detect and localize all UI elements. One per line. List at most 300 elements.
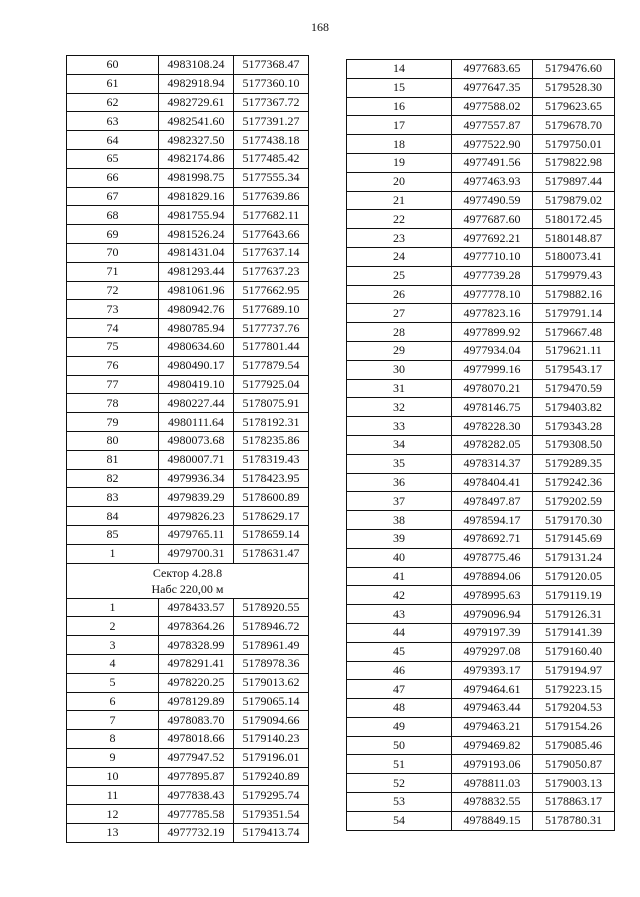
y-coordinate-cell: 5178075.91 [234, 394, 309, 413]
table-row [67, 598, 309, 617]
table-row [67, 337, 309, 356]
y-coordinate-cell: 5178600.89 [234, 488, 309, 507]
point-number-cell: 24 [347, 247, 452, 266]
y-coordinate-cell: 5179750.01 [533, 135, 615, 154]
y-coordinate-cell: 5179308.50 [533, 435, 615, 454]
y-coordinate-cell: 5180172.45 [533, 210, 615, 229]
table-row [347, 774, 615, 793]
y-coordinate-cell: 5177438.18 [234, 131, 309, 150]
point-number-cell: 83 [67, 488, 159, 507]
point-number-cell: 4 [67, 654, 159, 673]
y-coordinate-cell: 5179003.13 [533, 774, 615, 793]
x-coordinate-cell: 4977687.60 [452, 210, 533, 229]
table-row [67, 93, 309, 112]
y-coordinate-cell: 5177637.14 [234, 243, 309, 262]
table-row [347, 247, 615, 266]
point-number-cell: 23 [347, 229, 452, 248]
point-number-cell: 16 [347, 97, 452, 116]
y-coordinate-cell: 5178631.47 [234, 544, 309, 563]
x-coordinate-cell: 4980785.94 [159, 319, 234, 338]
x-coordinate-cell: 4979469.82 [452, 736, 533, 755]
x-coordinate-cell: 4978146.75 [452, 398, 533, 417]
table-row [347, 793, 615, 812]
x-coordinate-cell: 4977732.19 [159, 824, 234, 843]
point-number-cell: 68 [67, 206, 159, 225]
table-row [347, 661, 615, 680]
table-row [67, 131, 309, 150]
table-row [347, 60, 615, 79]
y-coordinate-cell: 5179094.66 [234, 711, 309, 730]
point-number-cell: 40 [347, 548, 452, 567]
point-number-cell: 49 [347, 717, 452, 736]
x-coordinate-cell: 4977491.56 [452, 153, 533, 172]
x-coordinate-cell: 4978070.21 [452, 379, 533, 398]
y-coordinate-cell: 5179667.48 [533, 323, 615, 342]
x-coordinate-cell: 4977522.90 [452, 135, 533, 154]
point-number-cell: 73 [67, 300, 159, 319]
table-row [67, 711, 309, 730]
x-coordinate-cell: 4979393.17 [452, 661, 533, 680]
point-number-cell: 29 [347, 341, 452, 360]
x-coordinate-cell: 4977778.10 [452, 285, 533, 304]
x-coordinate-cell: 4982918.94 [159, 74, 234, 93]
x-coordinate-cell: 4977785.58 [159, 805, 234, 824]
table-row [67, 281, 309, 300]
y-coordinate-cell: 5179013.62 [234, 673, 309, 692]
point-number-cell: 52 [347, 774, 452, 793]
point-number-cell: 77 [67, 375, 159, 394]
point-number-cell: 72 [67, 281, 159, 300]
x-coordinate-cell: 4981755.94 [159, 206, 234, 225]
y-coordinate-cell: 5178946.72 [234, 617, 309, 636]
x-coordinate-cell: 4977683.65 [452, 60, 533, 79]
y-coordinate-cell: 5179170.30 [533, 511, 615, 530]
x-coordinate-cell: 4978018.66 [159, 730, 234, 749]
y-coordinate-cell: 5179879.02 [533, 191, 615, 210]
y-coordinate-cell: 5177662.95 [234, 281, 309, 300]
table-row [67, 805, 309, 824]
table-row [67, 375, 309, 394]
table-row [67, 469, 309, 488]
table-row [347, 435, 615, 454]
section-subtitle: Набс 220,00 м [151, 581, 224, 596]
x-coordinate-cell: 4981293.44 [159, 262, 234, 281]
x-coordinate-cell: 4977947.52 [159, 748, 234, 767]
x-coordinate-cell: 4979839.29 [159, 488, 234, 507]
point-number-cell: 20 [347, 172, 452, 191]
y-coordinate-cell: 5177555.34 [234, 168, 309, 187]
table-row [67, 394, 309, 413]
point-number-cell: 45 [347, 642, 452, 661]
y-coordinate-cell: 5179403.82 [533, 398, 615, 417]
y-coordinate-cell: 5178192.31 [234, 413, 309, 432]
table-row [347, 473, 615, 492]
x-coordinate-cell: 4982327.50 [159, 131, 234, 150]
y-coordinate-cell: 5180148.87 [533, 229, 615, 248]
point-number-cell: 78 [67, 394, 159, 413]
point-number-cell: 53 [347, 793, 452, 812]
y-coordinate-cell: 5177925.04 [234, 375, 309, 394]
x-coordinate-cell: 4979096.94 [452, 605, 533, 624]
point-number-cell: 43 [347, 605, 452, 624]
y-coordinate-cell: 5177391.27 [234, 112, 309, 131]
point-number-cell: 10 [67, 767, 159, 786]
x-coordinate-cell: 4980419.10 [159, 375, 234, 394]
y-coordinate-cell: 5179050.87 [533, 755, 615, 774]
point-number-cell: 44 [347, 623, 452, 642]
table-row [67, 413, 309, 432]
y-coordinate-cell: 5179242.36 [533, 473, 615, 492]
x-coordinate-cell: 4978594.17 [452, 511, 533, 530]
y-coordinate-cell: 5179240.89 [234, 767, 309, 786]
table-row [347, 736, 615, 755]
x-coordinate-cell: 4978282.05 [452, 435, 533, 454]
y-coordinate-cell: 5178235.86 [234, 431, 309, 450]
table-row [67, 673, 309, 692]
point-number-cell: 76 [67, 356, 159, 375]
point-number-cell: 36 [347, 473, 452, 492]
x-coordinate-cell: 4978849.15 [452, 811, 533, 830]
y-coordinate-cell: 5178863.17 [533, 793, 615, 812]
y-coordinate-cell: 5179413.74 [234, 824, 309, 843]
y-coordinate-cell: 5179119.19 [533, 586, 615, 605]
table-row [67, 262, 309, 281]
x-coordinate-cell: 4978832.55 [452, 793, 533, 812]
y-coordinate-cell: 5177643.66 [234, 225, 309, 244]
point-number-cell: 71 [67, 262, 159, 281]
point-number-cell: 22 [347, 210, 452, 229]
table-row [67, 356, 309, 375]
table-row [347, 567, 615, 586]
table-row [67, 544, 309, 563]
right-table-body [347, 60, 615, 831]
y-coordinate-cell: 5179223.15 [533, 680, 615, 699]
x-coordinate-cell: 4979826.23 [159, 507, 234, 526]
x-coordinate-cell: 4977588.02 [452, 97, 533, 116]
x-coordinate-cell: 4977739.28 [452, 266, 533, 285]
table-row [347, 341, 615, 360]
x-coordinate-cell: 4978692.71 [452, 529, 533, 548]
y-coordinate-cell: 5179623.65 [533, 97, 615, 116]
point-number-cell: 35 [347, 454, 452, 473]
x-coordinate-cell: 4980073.68 [159, 431, 234, 450]
table-row [347, 210, 615, 229]
table-row [347, 135, 615, 154]
x-coordinate-cell: 4977692.21 [452, 229, 533, 248]
table-row [347, 172, 615, 191]
point-number-cell: 27 [347, 304, 452, 323]
x-coordinate-cell: 4977899.92 [452, 323, 533, 342]
point-number-cell: 80 [67, 431, 159, 450]
y-coordinate-cell: 5179141.39 [533, 623, 615, 642]
x-coordinate-cell: 4979700.31 [159, 544, 234, 563]
y-coordinate-cell: 5179145.69 [533, 529, 615, 548]
point-number-cell: 7 [67, 711, 159, 730]
table-row [347, 285, 615, 304]
y-coordinate-cell: 5179351.54 [234, 805, 309, 824]
table-row [347, 304, 615, 323]
y-coordinate-cell: 5177360.10 [234, 74, 309, 93]
point-number-cell: 3 [67, 636, 159, 655]
y-coordinate-cell: 5179543.17 [533, 360, 615, 379]
y-coordinate-cell: 5179196.01 [234, 748, 309, 767]
table-row [67, 767, 309, 786]
table-row [347, 266, 615, 285]
point-number-cell: 67 [67, 187, 159, 206]
point-number-cell: 51 [347, 755, 452, 774]
point-number-cell: 63 [67, 112, 159, 131]
point-number-cell: 17 [347, 116, 452, 135]
y-coordinate-cell: 5179476.60 [533, 60, 615, 79]
x-coordinate-cell: 4978328.99 [159, 636, 234, 655]
point-number-cell: 84 [67, 507, 159, 526]
y-coordinate-cell: 5177879.54 [234, 356, 309, 375]
x-coordinate-cell: 4978314.37 [452, 454, 533, 473]
y-coordinate-cell: 5178961.49 [234, 636, 309, 655]
table-row [347, 398, 615, 417]
x-coordinate-cell: 4977710.10 [452, 247, 533, 266]
point-number-cell: 65 [67, 149, 159, 168]
point-number-cell: 13 [67, 824, 159, 843]
x-coordinate-cell: 4978129.89 [159, 692, 234, 711]
y-coordinate-cell: 5179678.70 [533, 116, 615, 135]
y-coordinate-cell: 5178659.14 [234, 525, 309, 544]
x-coordinate-cell: 4978433.57 [159, 598, 234, 617]
y-coordinate-cell: 5179897.44 [533, 172, 615, 191]
point-number-cell: 64 [67, 131, 159, 150]
table-row [67, 74, 309, 93]
table-row [67, 488, 309, 507]
table-row [347, 548, 615, 567]
x-coordinate-cell: 4982174.86 [159, 149, 234, 168]
x-coordinate-cell: 4982541.60 [159, 112, 234, 131]
x-coordinate-cell: 4978364.26 [159, 617, 234, 636]
table-row [347, 529, 615, 548]
point-number-cell: 34 [347, 435, 452, 454]
y-coordinate-cell: 5178780.31 [533, 811, 615, 830]
x-coordinate-cell: 4980007.71 [159, 450, 234, 469]
table-row [67, 319, 309, 338]
table-row [67, 56, 309, 75]
x-coordinate-cell: 4978775.46 [452, 548, 533, 567]
point-number-cell: 28 [347, 323, 452, 342]
point-number-cell: 69 [67, 225, 159, 244]
y-coordinate-cell: 5179295.74 [234, 786, 309, 805]
table-row [347, 417, 615, 436]
point-number-cell: 21 [347, 191, 452, 210]
y-coordinate-cell: 5177485.42 [234, 149, 309, 168]
point-number-cell: 19 [347, 153, 452, 172]
point-number-cell: 14 [347, 60, 452, 79]
x-coordinate-cell: 4977823.16 [452, 304, 533, 323]
table-row [67, 187, 309, 206]
point-number-cell: 9 [67, 748, 159, 767]
y-coordinate-cell: 5179791.14 [533, 304, 615, 323]
point-number-cell: 50 [347, 736, 452, 755]
x-coordinate-cell: 4978291.41 [159, 654, 234, 673]
table-row [67, 730, 309, 749]
point-number-cell: 32 [347, 398, 452, 417]
point-number-cell: 6 [67, 692, 159, 711]
x-coordinate-cell: 4978811.03 [452, 774, 533, 793]
table-row [67, 786, 309, 805]
table-row [67, 824, 309, 843]
x-coordinate-cell: 4978083.70 [159, 711, 234, 730]
point-number-cell: 38 [347, 511, 452, 530]
x-coordinate-cell: 4979936.34 [159, 469, 234, 488]
y-coordinate-cell: 5178978.36 [234, 654, 309, 673]
table-row [347, 116, 615, 135]
table-row [67, 507, 309, 526]
point-number-cell: 31 [347, 379, 452, 398]
y-coordinate-cell: 5177637.23 [234, 262, 309, 281]
y-coordinate-cell: 5179131.24 [533, 548, 615, 567]
y-coordinate-cell: 5179621.11 [533, 341, 615, 360]
x-coordinate-cell: 4979463.44 [452, 699, 533, 718]
y-coordinate-cell: 5178319.43 [234, 450, 309, 469]
x-coordinate-cell: 4980227.44 [159, 394, 234, 413]
point-number-cell: 47 [347, 680, 452, 699]
table-row [347, 623, 615, 642]
y-coordinate-cell: 5178920.55 [234, 598, 309, 617]
table-row [347, 454, 615, 473]
x-coordinate-cell: 4978995.63 [452, 586, 533, 605]
table-row [347, 680, 615, 699]
y-coordinate-cell: 5177367.72 [234, 93, 309, 112]
x-coordinate-cell: 4980490.17 [159, 356, 234, 375]
table-row [347, 511, 615, 530]
table-row [347, 605, 615, 624]
x-coordinate-cell: 4979463.21 [452, 717, 533, 736]
x-coordinate-cell: 4978497.87 [452, 492, 533, 511]
y-coordinate-cell: 5177689.10 [234, 300, 309, 319]
point-number-cell: 60 [67, 56, 159, 75]
table-row [67, 525, 309, 544]
x-coordinate-cell: 4981829.16 [159, 187, 234, 206]
y-coordinate-cell: 5179204.53 [533, 699, 615, 718]
x-coordinate-cell: 4981526.24 [159, 225, 234, 244]
y-coordinate-cell: 5177368.47 [234, 56, 309, 75]
y-coordinate-cell: 5178629.17 [234, 507, 309, 526]
x-coordinate-cell: 4977838.43 [159, 786, 234, 805]
table-row [67, 300, 309, 319]
section-header-row [67, 563, 309, 598]
point-number-cell: 5 [67, 673, 159, 692]
table-row [347, 811, 615, 830]
y-coordinate-cell: 5179470.59 [533, 379, 615, 398]
table-row [347, 229, 615, 248]
point-number-cell: 12 [67, 805, 159, 824]
y-coordinate-cell: 5179528.30 [533, 78, 615, 97]
point-number-cell: 18 [347, 135, 452, 154]
y-coordinate-cell: 5179085.46 [533, 736, 615, 755]
point-number-cell: 2 [67, 617, 159, 636]
y-coordinate-cell: 5179202.59 [533, 492, 615, 511]
x-coordinate-cell: 4979193.06 [452, 755, 533, 774]
point-number-cell: 1 [67, 598, 159, 617]
x-coordinate-cell: 4981998.75 [159, 168, 234, 187]
y-coordinate-cell: 5179194.97 [533, 661, 615, 680]
table-row [347, 323, 615, 342]
x-coordinate-cell: 4980942.76 [159, 300, 234, 319]
y-coordinate-cell: 5179882.16 [533, 285, 615, 304]
y-coordinate-cell: 5179822.98 [533, 153, 615, 172]
point-number-cell: 61 [67, 74, 159, 93]
y-coordinate-cell: 5179979.43 [533, 266, 615, 285]
y-coordinate-cell: 5177682.11 [234, 206, 309, 225]
point-number-cell: 62 [67, 93, 159, 112]
table-row [67, 206, 309, 225]
table-row [347, 586, 615, 605]
x-coordinate-cell: 4979464.61 [452, 680, 533, 699]
table-row [347, 642, 615, 661]
point-number-cell: 37 [347, 492, 452, 511]
y-coordinate-cell: 5179343.28 [533, 417, 615, 436]
x-coordinate-cell: 4978894.06 [452, 567, 533, 586]
x-coordinate-cell: 4983108.24 [159, 56, 234, 75]
point-number-cell: 81 [67, 450, 159, 469]
table-row [347, 492, 615, 511]
x-coordinate-cell: 4979197.39 [452, 623, 533, 642]
point-number-cell: 26 [347, 285, 452, 304]
table-row [67, 748, 309, 767]
x-coordinate-cell: 4981061.96 [159, 281, 234, 300]
table-row [347, 360, 615, 379]
y-coordinate-cell: 5179120.05 [533, 567, 615, 586]
y-coordinate-cell: 5179065.14 [234, 692, 309, 711]
y-coordinate-cell: 5179160.40 [533, 642, 615, 661]
x-coordinate-cell: 4978228.30 [452, 417, 533, 436]
table-row [67, 112, 309, 131]
y-coordinate-cell: 5177801.44 [234, 337, 309, 356]
point-number-cell: 75 [67, 337, 159, 356]
x-coordinate-cell: 4978404.41 [452, 473, 533, 492]
table-row [67, 431, 309, 450]
table-row [67, 243, 309, 262]
table-row [347, 78, 615, 97]
table-row [67, 225, 309, 244]
x-coordinate-cell: 4977647.35 [452, 78, 533, 97]
point-number-cell: 33 [347, 417, 452, 436]
section-header-cell [67, 563, 309, 598]
y-coordinate-cell: 5179126.31 [533, 605, 615, 624]
point-number-cell: 39 [347, 529, 452, 548]
point-number-cell: 79 [67, 413, 159, 432]
point-number-cell: 41 [347, 567, 452, 586]
table-row [347, 379, 615, 398]
table-row [67, 149, 309, 168]
point-number-cell: 1 [67, 544, 159, 563]
left-table-body [67, 56, 309, 843]
table-row [347, 191, 615, 210]
table-row [347, 755, 615, 774]
table-row [347, 699, 615, 718]
x-coordinate-cell: 4980634.60 [159, 337, 234, 356]
y-coordinate-cell: 5179140.23 [234, 730, 309, 749]
table-row [347, 97, 615, 116]
point-number-cell: 15 [347, 78, 452, 97]
point-number-cell: 42 [347, 586, 452, 605]
y-coordinate-cell: 5179154.26 [533, 717, 615, 736]
table-row [67, 654, 309, 673]
right-coordinates-table [346, 59, 615, 831]
point-number-cell: 54 [347, 811, 452, 830]
table-row [67, 450, 309, 469]
x-coordinate-cell: 4977895.87 [159, 767, 234, 786]
point-number-cell: 74 [67, 319, 159, 338]
page-number: 168 [311, 20, 329, 34]
point-number-cell: 48 [347, 699, 452, 718]
